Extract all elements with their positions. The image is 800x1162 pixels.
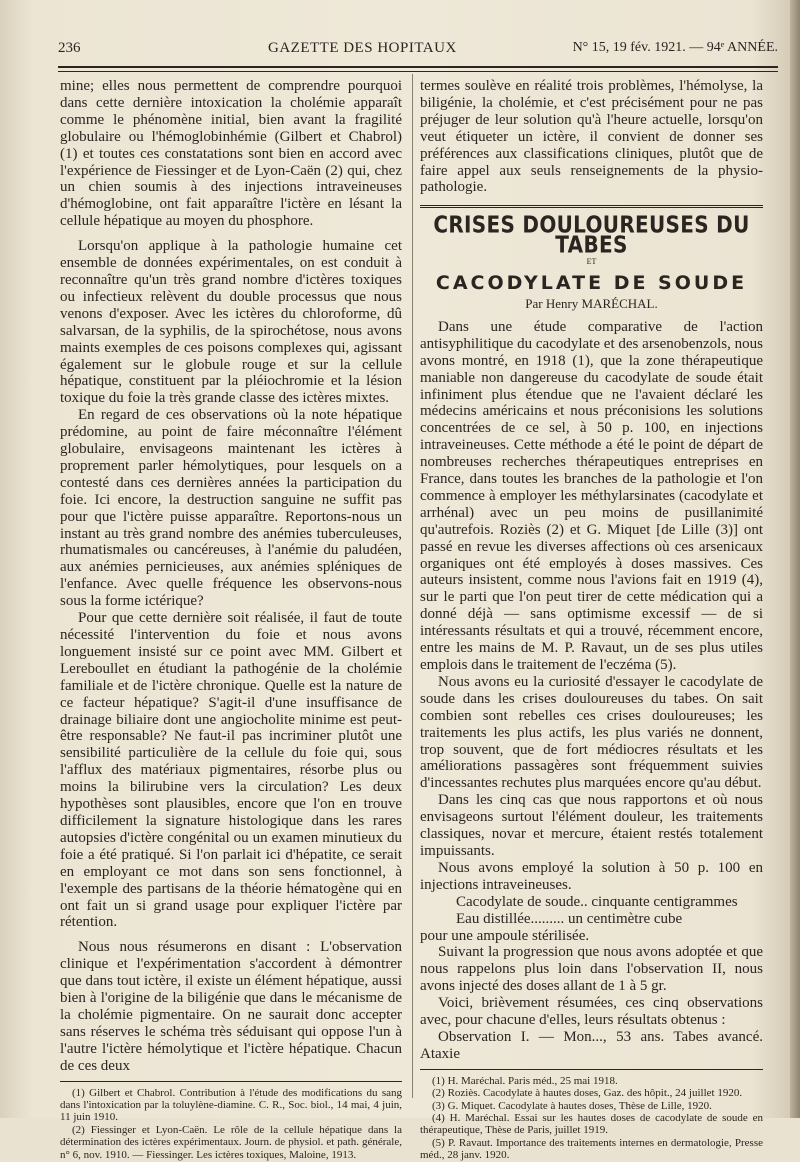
paragraph: Lorsqu'on applique à la pathologie humaine cet ensemble de données expérimentales, on est conduit à reconnaître qu'un très grand nombre d'ictères toxiques ou infectieux relèvent du double processus que nous venons d'exposer. Avec les ictères du chloroforme, dû salvarsan, de la syphilis, de la spirochétose, nous avons maints exemples de ces poisons complexes qui, agissant également sur le globule rouge et sur la cellule hépatique, constituent par la pléiochromie et la lésion toxique du foie la très grande classe des ictères mixtes. bbox=[60, 238, 402, 407]
paragraph: Nous avons eu la curiosité d'essayer le cacodylate de soude dans les crises douloureuses du tabes. On sait combien sont rebelles ces crises douloureuses; les traitements les plus actifs, les plus variés ne donnent, trop souvent, que de fort médiocres résultats et les améliorations passagères sont fréquemment suivies d'incessantes rechutes plus marquées encore qu'au début. bbox=[420, 673, 763, 792]
observation-heading: Observation I. — Mon..., 53 ans. Tabes avancé. Ataxie bbox=[420, 1028, 763, 1062]
paragraph: Nous avons employé la solution à 50 p. 100 en injections intraveineuses. bbox=[420, 859, 763, 893]
footnote-rule bbox=[60, 1081, 402, 1082]
footnote: (1) Gilbert et Chabrol. Contribution à l'étude des modifications du sang dans l'intoxication par la toluylène-diamine. C. R., Soc. biol., 14 mai, 4 juin, 11 juin 1910. bbox=[60, 1086, 402, 1124]
article-author: Par Henry MARÉCHAL. bbox=[525, 295, 658, 311]
paragraph: Voici, brièvement résumées, ces cinq observations avec, pour chacune d'elles, leurs résultats obtenus : bbox=[420, 995, 763, 1029]
article-subtitle: CACODYLATE DE SOUDE bbox=[435, 272, 748, 295]
header-rule bbox=[58, 66, 778, 68]
article-title: CRISES DOULOUREUSES DU TABES bbox=[433, 211, 750, 259]
article-title-conjunction: ET bbox=[586, 257, 597, 267]
paragraph: En regard de ces observations où la note hépatique prédomine, au point de faire méconnaître l'élément globulaire, envisageons maintenant les ictères à proprement parler hémolytiques, pour lesquels on a contesté dans ces dernières années la participation du foie. Ici encore, la destruction sanguine ne suffit pas pour que l'ictère puisse apparaître. Reportons-nous un instant au très grand nombre des anémies tuberculeuses, rhumatismales ou cancéreuses, à l'anémie du paludéen, aux anémies pernicieuses, aux anémies spléniques de l'enfance. Avec quelle fréquence les observons-nous sous la forme ictérique? bbox=[60, 407, 402, 610]
journal-title: GAZETTE DES HOPITAUX bbox=[268, 40, 457, 56]
page-edge-shadow bbox=[790, 0, 800, 1118]
footnote: (2) Roziès. Cacodylate à hautes doses, Gaz. des hôpit., 24 juillet 1920. bbox=[432, 1087, 743, 1100]
paragraph: Dans une étude comparative de l'action antisyphilitique du cacodylate et des arsenobenzols, nous avons montré, en 1918 (1), que la zone thérapeutique maniable non dangereuse du cacodylate de soude était infiniment plus étendue que ne l'avaient déclaré les médecins américains et nous préconisions les solutions concentrées de ce sel, à 50 p. 100, en injections intraveineuses. Cette méthode a été le point de départ de nombreuses recherches thérapeutiques entreprises en France, dans toutes les branches de la pathologie et l'on commence à employer les méthylarsinates (cacodylate et arrhénal) avec un peu moins de pusillanimité qu'autrefois. Roziès (2) et G. Miquet [de Lille (3)] ont passé en revue les diverses affections où ces arsenicaux organiques ont été employés à doses massives. Ces auteurs insistent, comme nous l'avions fait en 1919 (4), sur le parti que l'on peut tirer de cette médication qui a donné déjà — sans optimisme excessif — de si intéressants résultats et qui a trouvé, récemment encore, entre les mains de M. P. Ravaut, un de ses plus utiles emplois dans le traitement de l'eczéma (5). bbox=[420, 318, 763, 673]
column-separator bbox=[412, 74, 413, 1098]
footnote: (1) H. Maréchal. Paris méd., 25 mai 1918. bbox=[432, 1074, 618, 1087]
paragraph: Pour que cette dernière soit réalisée, il faut de toute nécessité l'intervention du foie et nous avons longuement insisté sur ce point avec MM. Gilbert et Lereboullet en étudiant la pathogénie de la cholémie familiale et de l'ictère chronique. Quelle est la nature de ce facteur hépatique? S'agit-il d'une insuffisance de drainage biliaire dont une angiocholite minime est peut-être responsable? Ne faut-il pas incriminer plutôt une sensibilité particulière de la cellule du foie qui, sous l'afflux des matériaux pigmentaires, résorbe plus ou moins la bilirubine vers la circulation? Les deux hypothèses sont plausibles, encore que l'on en trouve difficilement la signature histologique dans les rares autopsies d'ictère congénital ou un examen minutieux du foie a été pratiqué. Si l'on parlait ici d'hépatite, ce serait en employant ce mot dans son sens fonctionnel, à l'exemple des partisans de la théorie hématogène qui en ont fait un si grand usage pour expliquer l'ictère par rétention. bbox=[60, 610, 402, 931]
formula-line: pour une ampoule stérilisée. bbox=[420, 927, 590, 944]
header-rule-thin bbox=[58, 71, 778, 72]
footnotes bbox=[60, 1087, 402, 1161]
page-number: 236 bbox=[58, 40, 81, 56]
paragraph: Dans les cinq cas que nous rapportons et où nous envisageons surtout l'élément douleur, les traitements classiques, novar et mercure, étaient restés totalement impuissants. bbox=[420, 792, 763, 859]
footnote: (4) H. Maréchal. Essai sur les hautes doses de cacodylate de soude en thérapeutique, Thèse de Paris, juillet 1919. bbox=[420, 1111, 763, 1137]
paragraph: Suivant la progression que nous avons adoptée et que nous rappelons plus loin dans l'observation II, nous avons injecté des doses allant de 1 à 5 gr. bbox=[420, 944, 763, 995]
issue-info: N° 15, 19 fév. 1921. — 94ᵉ ANNÉE. bbox=[572, 40, 778, 55]
formula-line: Cacodylate de soude.. cinquante centigrammes bbox=[456, 893, 738, 910]
footnote: (3) G. Miquet. Cacodylate à hautes doses, Thèse de Lille, 1920. bbox=[432, 1099, 712, 1112]
paragraph: mine; elles nous permettent de comprendre pourquoi dans cette dernière intoxication la cholémie apparaît comme le phénomène initial, bien avant la fragilité globulaire ou l'hémoglobinhémie (Gilbert et Chabrol) (1) et toutes ces constatations sont bien en accord avec l'expérience de Fiessinger et de Lyon-Caën (2) qui, chez un chien soumis à des injections intraveineuses d'hémoglobine, ont fait apparaître l'ictère en lésant la cellule hépatique au moyen du phosphore. bbox=[60, 78, 402, 230]
paragraph: Nous nous résumerons en disant : L'observation clinique et l'expérimentation s'accordent à démontrer que dans tout ictère, il existe un élément hépatique, aussi bien à l'origine de la biligénie que dans le mécanisme de la cholémie pigmentaire. On ne saurait donc accepter sans réserves le schéma très séduisant qui oppose l'un à l'autre l'ictère hémolytique et l'ictère hépatique. Chacun de ces deux bbox=[60, 939, 402, 1074]
article-separator bbox=[420, 205, 763, 208]
formula-line: Eau distillée......... un centimètre cube bbox=[456, 910, 683, 927]
paragraph: termes soulève en réalité trois problèmes, l'hémolyse, la biligénie, la cholémie, et c'est précisément pour ne pas préjuger de leur solution qu'à l'heure actuelle, lorsqu'on veut étiqueter un ictère, il convient de donner ses préférences aux classifications cliniques, plutôt que de faire appel aux seuls renseignements de la physio-pathologie. bbox=[420, 78, 763, 196]
left-column bbox=[60, 78, 402, 1161]
footnote: (5) P. Ravaut. Importance des traitements internes en dermatologie, Presse méd., 28 janv. 1920. bbox=[420, 1136, 763, 1162]
footnote-rule bbox=[420, 1069, 763, 1070]
page-header bbox=[58, 40, 778, 64]
footnotes bbox=[420, 1075, 763, 1162]
footnote: (2) Fiessinger et Lyon-Caën. Le rôle de la cellule hépatique dans la détermination des ictères expérimentaux. Journ. de physiol. et path. générale, n° 6, nov. 1910. — Fiessinger. Les ictères toxiques, Maloine, 1913. bbox=[60, 1123, 402, 1161]
right-column bbox=[420, 78, 763, 1162]
